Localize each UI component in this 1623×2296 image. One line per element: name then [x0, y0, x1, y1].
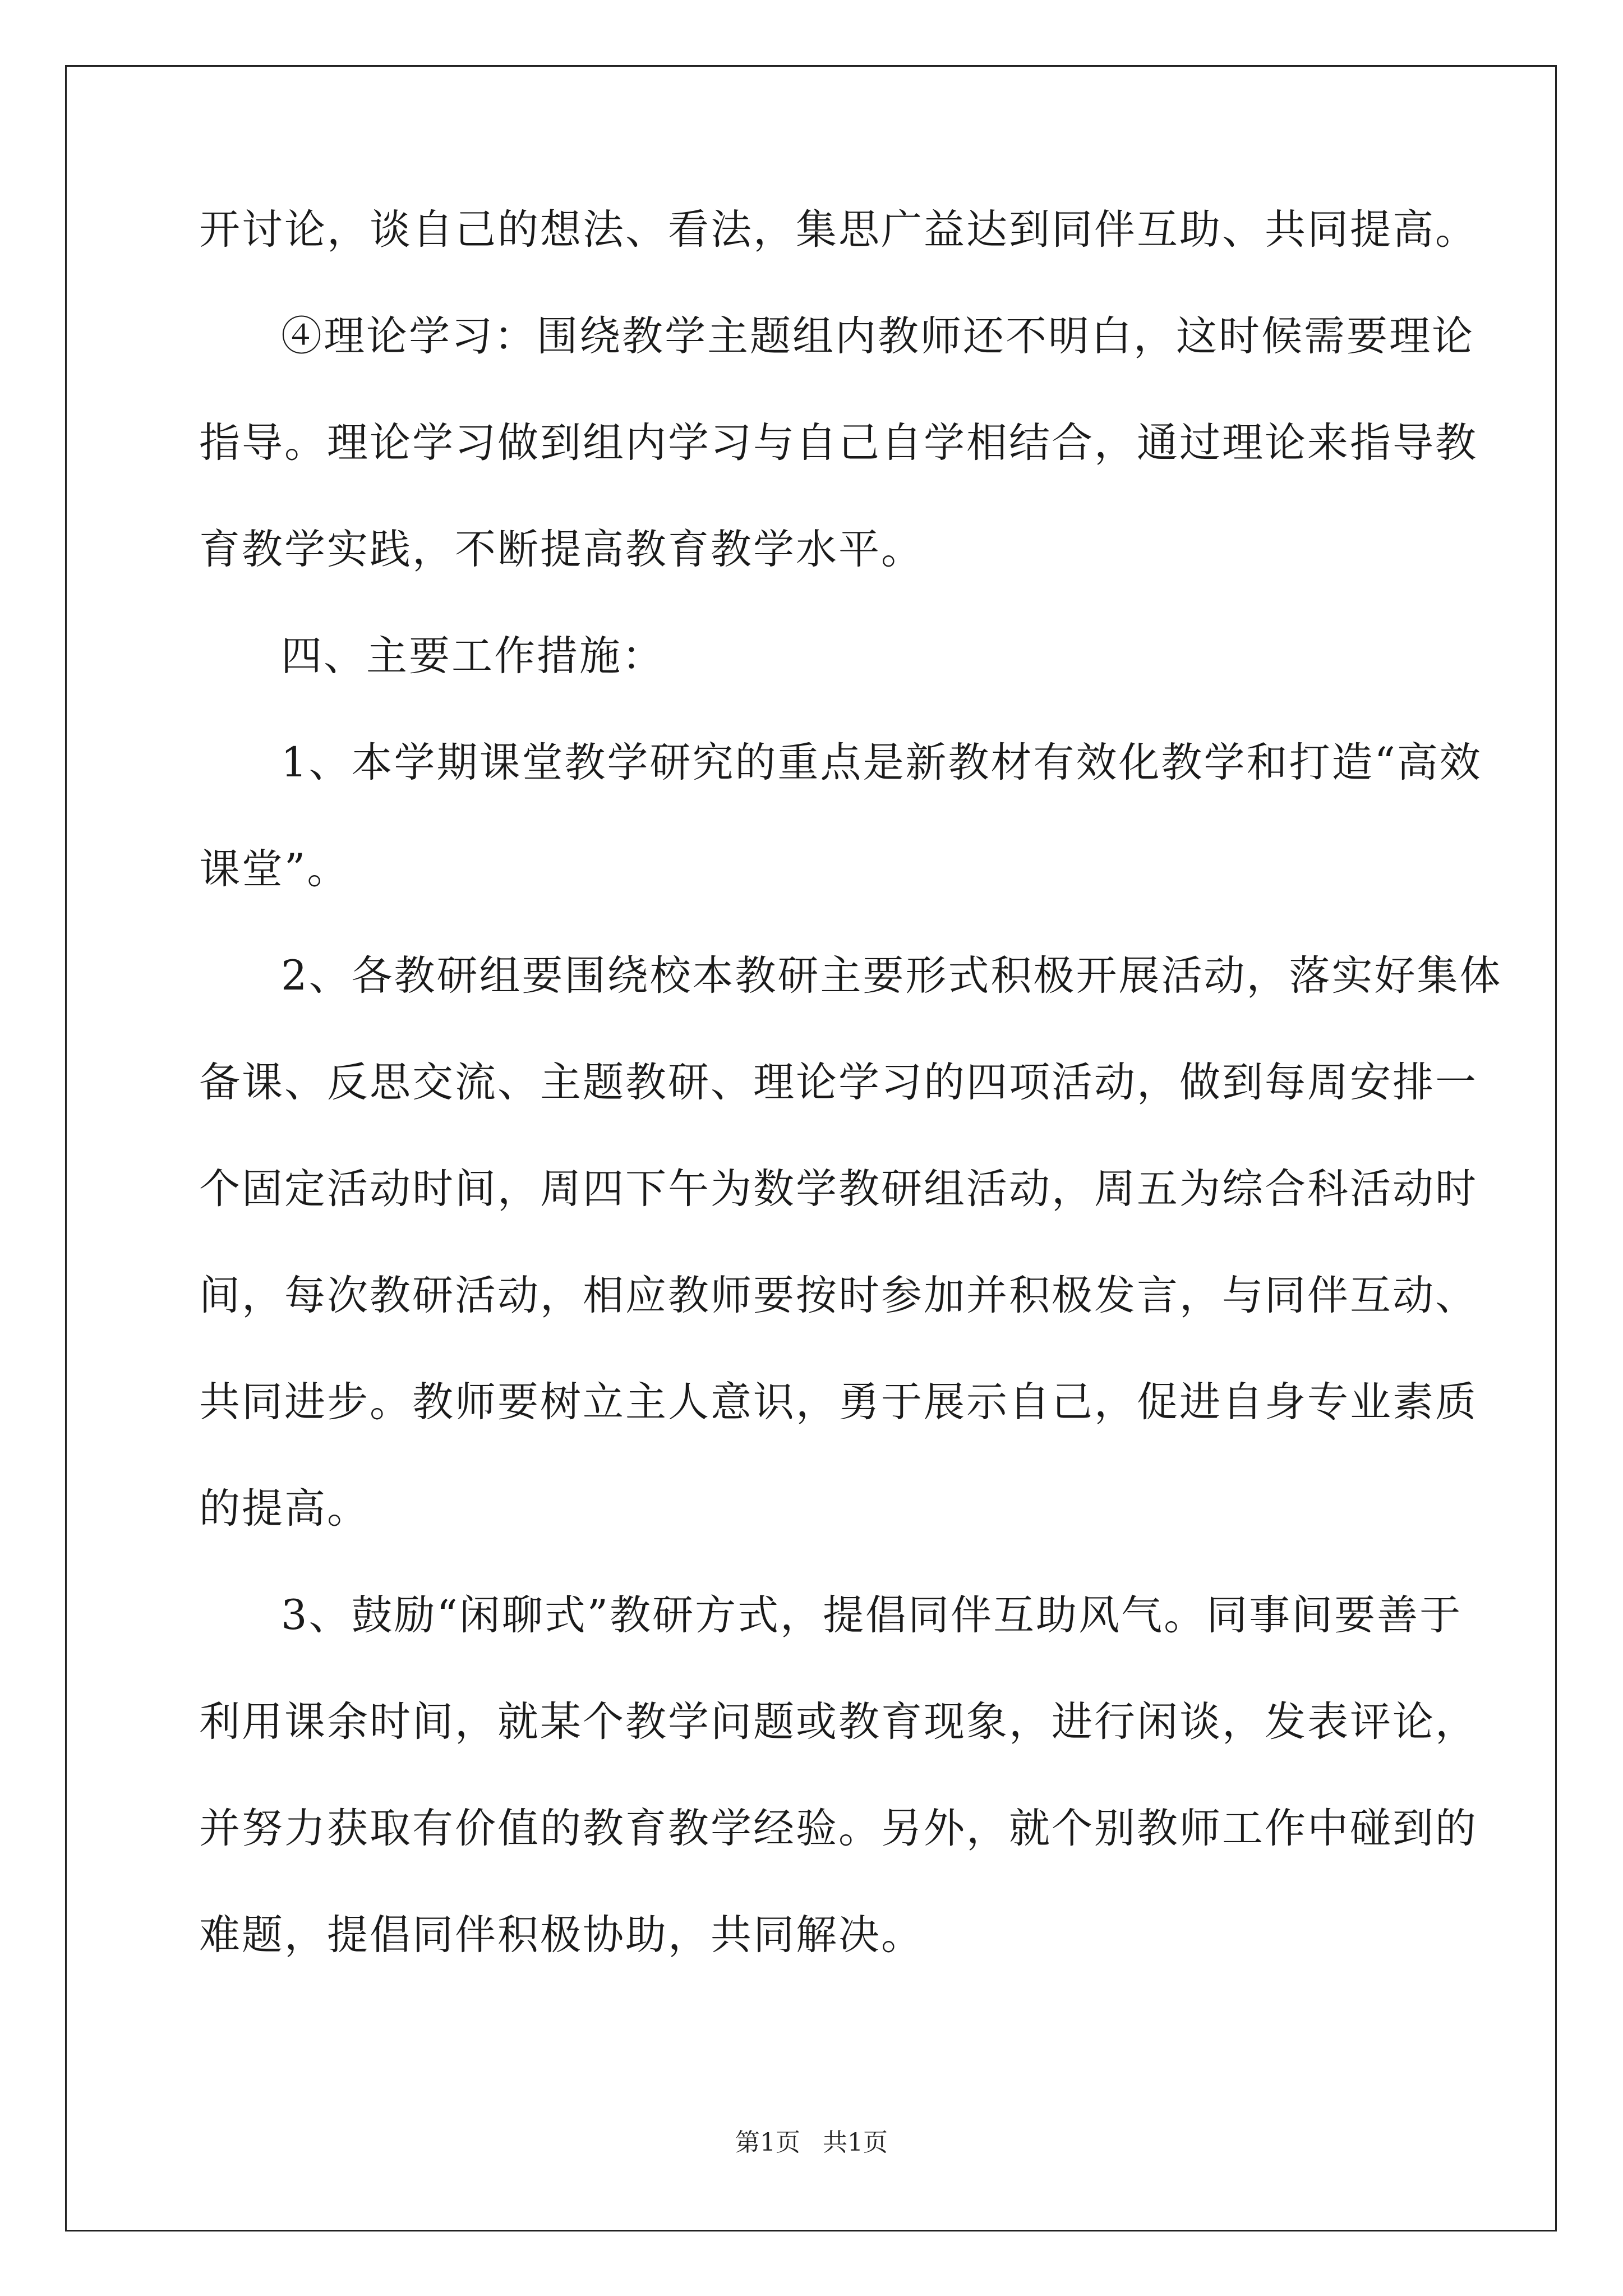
text-line: 1、本学期课堂教学研究的重点是新教材有效化教学和打造“高效	[281, 739, 1482, 786]
text-line: 难题，提倡同伴积极协助，共同解决。	[199, 1911, 924, 1959]
page-number: 第1页	[735, 2128, 800, 2157]
text-line: 3、鼓励“闲聊式”教研方式，提倡同伴互助风气。同事间要善于	[281, 1591, 1463, 1639]
text-line: 的提高。	[199, 1485, 370, 1533]
text-line: 课堂”。	[199, 845, 350, 893]
text-line: 共同进步。教师要树立主人意识，勇于展示自己，促进自身专业素质	[199, 1378, 1478, 1426]
text-line: 育教学实践，不断提高教育教学水平。	[199, 526, 924, 573]
text-line: 2、各教研组要围绕校本教研主要形式积极开展活动，落实好集体	[281, 952, 1502, 1000]
text-line: 并努力获取有价值的教育教学经验。另外，就个别教师工作中碰到的	[199, 1805, 1478, 1852]
text-line: 备课、反思交流、主题教研、理论学习的四项活动，做到每周安排一	[199, 1059, 1478, 1106]
text-line: 指导。理论学习做到组内学习与自己自学相结合，通过理论来指导教	[199, 419, 1478, 467]
text-line: 间，每次教研活动，相应教师要按时参加并积极发言，与同伴互动、	[199, 1272, 1478, 1319]
page-footer	[0, 2126, 1623, 2160]
text-line: 个固定活动时间，周四下午为数学教研组活动，周五为综合科活动时	[199, 1165, 1478, 1213]
text-line: 利用课余时间，就某个教学问题或教育现象，进行闲谈，发表评论，	[199, 1698, 1478, 1746]
text-line: ④理论学习：围绕教学主题组内教师还不明白，这时候需要理论	[281, 312, 1474, 360]
text-line: 开讨论，谈自己的想法、看法，集思广益达到同伴互助、共同提高。	[199, 206, 1478, 254]
section-heading: 四、主要工作措施：	[281, 632, 665, 680]
page-count: 共1页	[823, 2128, 888, 2157]
